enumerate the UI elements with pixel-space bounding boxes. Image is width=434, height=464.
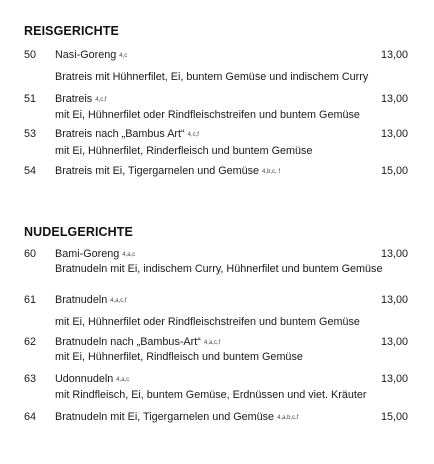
menu-item-61 xyxy=(0,294,434,310)
allergen-codes: 4,b,c, f xyxy=(262,169,281,175)
item-name: Bratreis nach „Bambus Art“ 4,c,f xyxy=(55,128,199,140)
item-description-61: mit Ei, Hühnerfilet oder Rindfleischstreifen und buntem Gemüse xyxy=(55,316,360,328)
menu-item-60 xyxy=(0,248,434,264)
item-description-62: mit Ei, Hühnerfilet, Rindfleisch und buntem Gemüse xyxy=(55,351,303,363)
item-number: 54 xyxy=(24,165,37,177)
menu-item-64 xyxy=(0,411,434,427)
item-name: Udonnudeln 4,a,c xyxy=(55,373,130,385)
item-number: 51 xyxy=(24,93,37,105)
item-number: 53 xyxy=(24,128,37,140)
item-description-51: mit Ei, Hühnerfilet oder Rindfleischstreifen und buntem Gemüse xyxy=(55,109,360,121)
item-price: 13,00 xyxy=(380,49,408,61)
section-title-reisgerichte: REISGERICHTE xyxy=(24,24,119,38)
allergen-codes: 4,c,f xyxy=(95,97,107,103)
allergen-codes: 4,a,c xyxy=(122,252,136,258)
allergen-codes: 4,c,f xyxy=(187,132,199,138)
item-price: 13,00 xyxy=(380,336,408,348)
item-number: 50 xyxy=(24,49,37,61)
menu-item-63 xyxy=(0,373,434,389)
allergen-codes: 4,a,b,c,f xyxy=(277,415,299,421)
item-name: Bratnudeln 4,a,c,f xyxy=(55,294,127,306)
item-description-63: mit Rindfleisch, Ei, buntem Gemüse, Erdnüssen und viet. Kräuter xyxy=(55,389,367,401)
item-price: 13,00 xyxy=(380,294,408,306)
item-number: 64 xyxy=(24,411,37,423)
item-name: Bratnudeln nach „Bambus-Art“ 4,a,c,f xyxy=(55,336,221,348)
menu-item-51 xyxy=(0,93,434,109)
menu-item-50 xyxy=(0,49,434,65)
allergen-codes: 4,a,c,f xyxy=(110,298,127,304)
item-number: 60 xyxy=(24,248,37,260)
menu-item-54 xyxy=(0,165,434,181)
section-title-nudelgerichte: NUDELGERICHTE xyxy=(24,225,133,239)
item-description-53: mit Ei, Hühnerfilet, Rinderfleisch und buntem Gemüse xyxy=(55,145,313,157)
item-name: Bratreis 4,c,f xyxy=(55,93,107,105)
allergen-codes: 4,a,c,f xyxy=(203,340,221,346)
item-name: Nasi-Goreng 4,c xyxy=(55,49,128,61)
item-price: 13,00 xyxy=(380,93,408,105)
item-price: 15,00 xyxy=(380,411,408,423)
item-price: 13,00 xyxy=(380,248,408,260)
item-name: Bratreis mit Ei, Tigergarnelen und Gemüse 4,b,c, f xyxy=(55,165,281,177)
allergen-codes: 4,c xyxy=(119,53,128,59)
item-name: Bami-Goreng 4,a,c xyxy=(55,248,136,260)
menu-item-53 xyxy=(0,128,434,144)
item-price: 15,00 xyxy=(380,165,408,177)
item-price: 13,00 xyxy=(380,373,408,385)
item-description-50: Bratreis mit Hühnerfilet, Ei, buntem Gemüse und indischem Curry xyxy=(55,71,369,83)
allergen-codes: 4,a,c xyxy=(116,377,130,383)
item-number: 61 xyxy=(24,294,37,306)
item-name: Bratnudeln mit Ei, Tigergarnelen und Gemüse 4,a,b,c,f xyxy=(55,411,299,423)
item-description-60: Bratnudeln mit Ei, indischem Curry, Hühnerfilet und buntem Gemüse xyxy=(55,263,383,275)
item-number: 63 xyxy=(24,373,37,385)
item-number: 62 xyxy=(24,336,37,348)
item-price: 13,00 xyxy=(380,128,408,140)
menu-item-62 xyxy=(0,336,434,352)
